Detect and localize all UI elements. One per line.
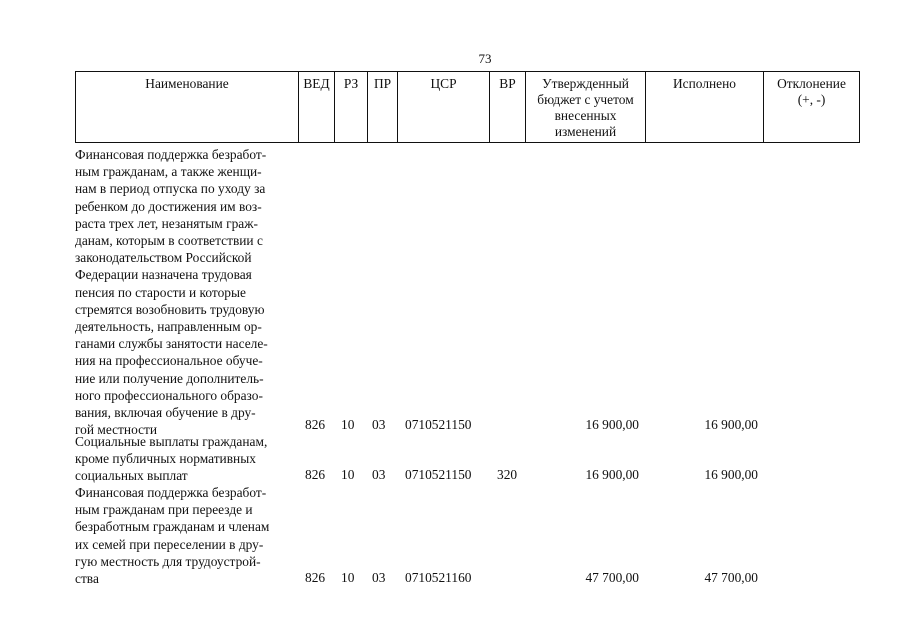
row-1-rz: 10 [341, 417, 355, 432]
header-ved: ВЕД [299, 71, 335, 143]
row-3-csr: 0710521160 [405, 570, 472, 585]
row-3-rz: 10 [341, 570, 355, 585]
row-2-name: Социальные выплаты гражданам, кроме публичных нормативных социальных выплат [75, 434, 268, 484]
row-2-budget: 16 900,00 [585, 467, 639, 482]
page-number: 73 [478, 51, 492, 66]
row-1-budget: 16 900,00 [585, 417, 639, 432]
row-1-csr: 0710521150 [405, 417, 472, 432]
header-pr: ПР [368, 71, 398, 143]
row-2-rz: 10 [341, 467, 355, 482]
header-name: Наименование [75, 71, 299, 143]
row-2-pr: 03 [372, 467, 386, 482]
row-2-csr: 0710521150 [405, 467, 472, 482]
header-csr: ЦСР [398, 71, 490, 143]
row-1-executed: 16 900,00 [704, 417, 758, 432]
row-3-name: Финансовая поддержка безработ- ным гражданам при переезде и безработным гражданам и членам их семей при переселении в дру- гую местность для трудоустрой- ства [75, 485, 270, 587]
row-3-ved: 826 [305, 570, 326, 585]
row-3-budget: 47 700,00 [585, 570, 639, 585]
row-2-executed: 16 900,00 [704, 467, 758, 482]
row-1-name: Финансовая поддержка безработ- ным гражданам, а также женщи- нам в период отпуска по уходу за ребенком до достижения им воз- раста трех лет, незанятым граж- данам, которым в соответствии с законодательством Российской Федерации назначена трудовая пенсия по старости и которые стремятся возобновить трудовую деятельность, направленным ор- ганами службы занятости населе- ния на профессиональное обуче- ние или получение дополнитель- ного профессионального образо- вания, включая обучение в дру- гой местности [75, 147, 268, 438]
row-3-pr: 03 [372, 570, 386, 585]
header-executed: Исполнено [646, 71, 764, 143]
row-1-ved: 826 [305, 417, 326, 432]
row-2-ved: 826 [305, 467, 326, 482]
header-vr: ВР [490, 71, 526, 143]
header-rz: РЗ [335, 71, 368, 143]
header-budget: Утвержденный бюджет с учетом внесенных изменений [526, 71, 646, 143]
row-3-executed: 47 700,00 [704, 570, 758, 585]
row-2-vr: 320 [497, 467, 518, 482]
row-1-pr: 03 [372, 417, 386, 432]
header-deviation: Отклонение (+, -) [764, 71, 860, 143]
